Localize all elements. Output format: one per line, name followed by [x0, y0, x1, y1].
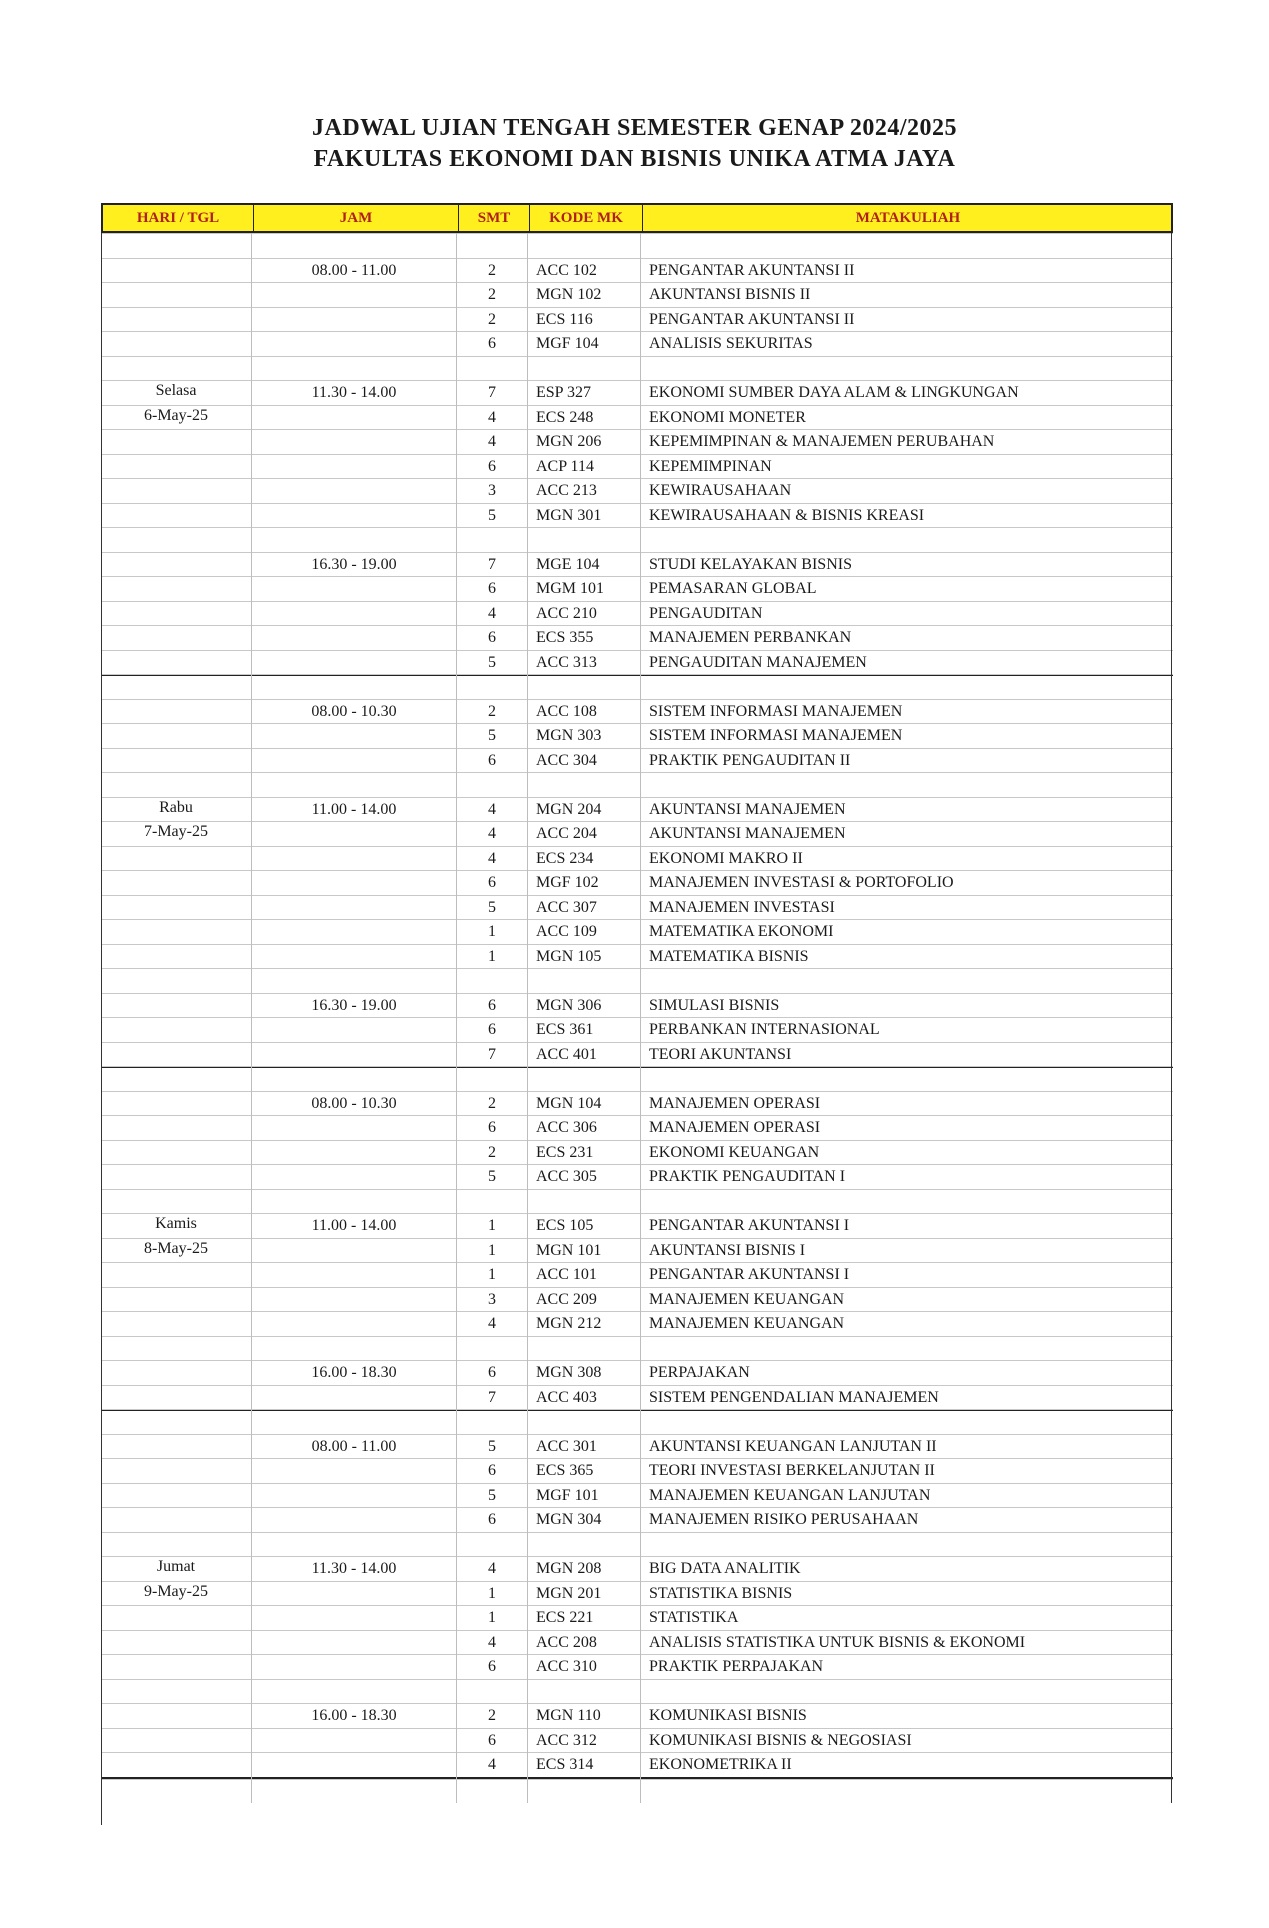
- exam-kode: MGN 212: [536, 1315, 602, 1332]
- exam-smt: 2: [488, 286, 496, 303]
- exam-smt: 4: [488, 825, 496, 842]
- exam-matakuliah: MANAJEMEN KEUANGAN: [649, 1290, 845, 1308]
- exam-matakuliah: TEORI INVESTASI BERKELANJUTAN II: [649, 1462, 935, 1479]
- exam-smt: 5: [488, 1168, 496, 1185]
- exam-kode: ECS 314: [536, 1756, 594, 1773]
- exam-smt: 5: [488, 506, 496, 524]
- exam-smt: 6: [488, 996, 496, 1014]
- exam-kode: ACC 312: [536, 1731, 597, 1749]
- col-hari-tgl: HARI / TGL: [136, 210, 220, 226]
- day-date: 9-May-25: [144, 1582, 208, 1600]
- exam-matakuliah: PENGAUDITAN: [649, 604, 763, 622]
- session-time: 08.00 - 11.00: [311, 261, 397, 279]
- exam-matakuliah: EKONOMI MAKRO II: [649, 849, 803, 867]
- exam-kode: MGM 101: [536, 580, 605, 597]
- exam-matakuliah: PRAKTIK PENGAUDITAN II: [649, 751, 851, 769]
- exam-matakuliah: PENGANTAR AKUNTANSI I: [649, 1217, 850, 1234]
- exam-matakuliah: EKONOMI SUMBER DAYA ALAM & LINGKUNGAN: [649, 384, 1019, 401]
- session-time: 08.00 - 10.30: [311, 1094, 397, 1112]
- exam-matakuliah: KOMUNIKASI BISNIS & NEGOSIASI: [649, 1731, 912, 1749]
- exam-kode: MGN 208: [536, 1560, 602, 1577]
- day-date: 6-May-25: [144, 406, 208, 424]
- exam-kode: ACC 209: [536, 1290, 597, 1308]
- exam-kode: ACC 307: [536, 898, 597, 916]
- exam-kode: ACC 403: [536, 1388, 597, 1406]
- exam-kode: ACC 310: [536, 1658, 597, 1675]
- exam-smt: 1: [488, 1266, 496, 1283]
- exam-matakuliah: EKONOMETRIKA II: [649, 1756, 792, 1773]
- exam-matakuliah: PERBANKAN INTERNASIONAL: [649, 1021, 880, 1038]
- exam-matakuliah: BIG DATA ANALITIK: [649, 1560, 801, 1577]
- exam-kode: MGN 204: [536, 800, 602, 818]
- exam-kode: MGN 104: [536, 1094, 602, 1112]
- exam-smt: 2: [488, 310, 496, 328]
- exam-kode: ACC 304: [536, 751, 597, 769]
- exam-smt: 1: [488, 1584, 496, 1602]
- session-time: 11.30 - 14.00: [311, 1560, 397, 1577]
- session-time: 16.00 - 18.30: [311, 1707, 397, 1724]
- exam-kode: MGN 105: [536, 947, 602, 965]
- exam-kode: MGN 201: [536, 1584, 602, 1602]
- exam-smt: 6: [488, 751, 496, 769]
- exam-matakuliah: EKONOMI KEUANGAN: [649, 1143, 820, 1161]
- session-time: 11.00 - 14.00: [311, 800, 397, 818]
- exam-kode: ACC 101: [536, 1266, 597, 1283]
- exam-kode: ECS 105: [536, 1217, 594, 1234]
- exam-smt: 6: [488, 1462, 496, 1479]
- exam-matakuliah: AKUNTANSI BISNIS II: [649, 286, 811, 303]
- day-date: 8-May-25: [144, 1239, 208, 1257]
- exam-kode: ACC 313: [536, 653, 597, 671]
- exam-smt: 4: [488, 849, 496, 867]
- exam-matakuliah: MANAJEMEN KEUANGAN LANJUTAN: [649, 1486, 931, 1504]
- exam-smt: 6: [488, 629, 496, 646]
- exam-matakuliah: ANALISIS STATISTIKA UNTUK BISNIS & EKONOMI: [649, 1633, 1026, 1651]
- exam-matakuliah: KEWIRAUSAHAAN & BISNIS KREASI: [649, 506, 925, 524]
- exam-kode: MGN 101: [536, 1241, 602, 1259]
- day-name: Selasa: [155, 382, 197, 399]
- exam-matakuliah: MATEMATIKA BISNIS: [649, 947, 809, 965]
- exam-kode: ACC 204: [536, 825, 597, 842]
- exam-smt: 2: [488, 1143, 496, 1161]
- exam-matakuliah: STATISTIKA: [649, 1609, 739, 1626]
- exam-matakuliah: AKUNTANSI MANAJEMEN: [649, 825, 846, 842]
- exam-matakuliah: PRAKTIK PERPAJAKAN: [649, 1658, 824, 1675]
- exam-matakuliah: STATISTIKA BISNIS: [649, 1584, 793, 1602]
- exam-matakuliah: PENGANTAR AKUNTANSI II: [649, 261, 855, 279]
- exam-kode: MGN 301: [536, 506, 602, 524]
- exam-matakuliah: MANAJEMEN PERBANKAN: [649, 629, 852, 646]
- exam-matakuliah: SISTEM INFORMASI MANAJEMEN: [649, 702, 903, 720]
- exam-matakuliah: SISTEM INFORMASI MANAJEMEN: [649, 727, 903, 744]
- exam-smt: 5: [488, 1437, 496, 1455]
- document-title: JADWAL UJIAN TENGAH SEMESTER GENAP 2024/2025: [312, 115, 957, 141]
- exam-smt: 2: [488, 1094, 496, 1112]
- exam-kode: MGN 306: [536, 996, 602, 1014]
- exam-kode: ACC 213: [536, 482, 597, 499]
- exam-kode: MGF 104: [536, 335, 599, 352]
- session-time: 08.00 - 10.30: [311, 702, 397, 720]
- exam-kode: ECS 116: [536, 310, 593, 328]
- exam-matakuliah: PRAKTIK PENGAUDITAN I: [649, 1168, 846, 1185]
- exam-smt: 6: [488, 874, 496, 891]
- exam-smt: 3: [488, 1290, 496, 1308]
- exam-smt: 1: [488, 1609, 496, 1626]
- exam-smt: 5: [488, 898, 496, 916]
- exam-kode: ECS 361: [536, 1021, 594, 1038]
- exam-matakuliah: AKUNTANSI MANAJEMEN: [649, 800, 846, 818]
- exam-kode: ACC 109: [536, 923, 597, 940]
- exam-matakuliah: PENGANTAR AKUNTANSI II: [649, 310, 855, 328]
- exam-smt: 5: [488, 727, 496, 744]
- exam-matakuliah: PEMASARAN GLOBAL: [649, 580, 817, 597]
- session-time: 16.30 - 19.00: [311, 555, 397, 573]
- exam-matakuliah: TEORI AKUNTANSI: [649, 1045, 792, 1063]
- exam-smt: 7: [488, 384, 496, 401]
- exam-matakuliah: PENGANTAR AKUNTANSI I: [649, 1266, 850, 1283]
- exam-smt: 4: [488, 800, 496, 818]
- exam-smt: 7: [488, 1045, 496, 1063]
- exam-matakuliah: MATEMATIKA EKONOMI: [649, 923, 834, 940]
- exam-smt: 3: [488, 482, 496, 499]
- exam-smt: 2: [488, 261, 496, 279]
- exam-smt: 5: [488, 1486, 496, 1504]
- exam-matakuliah: MANAJEMEN OPERASI: [649, 1094, 821, 1112]
- day-name: Rabu: [159, 798, 193, 816]
- exam-matakuliah: KEPEMIMPINAN: [649, 457, 772, 475]
- exam-kode: ACC 401: [536, 1045, 597, 1063]
- exam-kode: ECS 231: [536, 1143, 594, 1161]
- exam-smt: 2: [488, 1707, 496, 1724]
- exam-kode: ECS 355: [536, 629, 594, 646]
- exam-smt: 4: [488, 1756, 496, 1773]
- exam-kode: MGN 206: [536, 433, 602, 450]
- exam-matakuliah: EKONOMI MONETER: [649, 408, 806, 426]
- exam-kode: ECS 248: [536, 408, 594, 426]
- col-kode-mk: KODE MK: [549, 210, 623, 226]
- session-time: 11.00 - 14.00: [311, 1217, 397, 1234]
- exam-smt: 6: [488, 335, 496, 352]
- exam-matakuliah: MANAJEMEN INVESTASI & PORTOFOLIO: [649, 874, 954, 891]
- exam-smt: 4: [488, 604, 496, 622]
- col-smt: SMT: [477, 210, 511, 226]
- exam-smt: 6: [488, 1119, 496, 1136]
- exam-smt: 6: [488, 457, 496, 475]
- exam-kode: MGN 110: [536, 1707, 601, 1724]
- session-time: 16.00 - 18.30: [311, 1364, 397, 1381]
- exam-kode: ACC 108: [536, 702, 597, 720]
- exam-kode: MGF 101: [536, 1486, 599, 1504]
- day-name: Jumat: [156, 1558, 196, 1575]
- exam-smt: 6: [488, 1658, 496, 1675]
- session-time: 08.00 - 11.00: [311, 1437, 397, 1455]
- exam-smt: 2: [488, 702, 496, 720]
- exam-kode: MGN 102: [536, 286, 602, 303]
- exam-matakuliah: PERPAJAKAN: [649, 1364, 750, 1381]
- exam-smt: 4: [488, 408, 496, 426]
- day-name: Kamis: [155, 1215, 197, 1232]
- exam-smt: 6: [488, 1731, 496, 1749]
- session-time: 16.30 - 19.00: [311, 996, 397, 1014]
- exam-matakuliah: MANAJEMEN INVESTASI: [649, 898, 835, 916]
- exam-matakuliah: KOMUNIKASI BISNIS: [649, 1707, 807, 1724]
- exam-kode: ECS 234: [536, 849, 594, 867]
- exam-smt: 1: [488, 1241, 496, 1259]
- exam-kode: ACC 301: [536, 1437, 597, 1455]
- exam-smt: 5: [488, 653, 496, 671]
- exam-smt: 4: [488, 1633, 496, 1651]
- exam-kode: ACP 114: [536, 457, 594, 475]
- exam-smt: 6: [488, 1021, 496, 1038]
- exam-matakuliah: AKUNTANSI BISNIS I: [649, 1241, 806, 1259]
- exam-smt: 1: [488, 923, 496, 940]
- exam-matakuliah: SIMULASI BISNIS: [649, 996, 780, 1014]
- day-date: 7-May-25: [144, 823, 208, 840]
- session-time: 11.30 - 14.00: [311, 384, 397, 401]
- exam-smt: 6: [488, 1364, 496, 1381]
- exam-kode: MGE 104: [536, 555, 600, 573]
- exam-kode: ECS 221: [536, 1609, 594, 1626]
- exam-matakuliah: ANALISIS SEKURITAS: [649, 335, 813, 352]
- exam-matakuliah: AKUNTANSI KEUANGAN LANJUTAN II: [649, 1437, 937, 1455]
- exam-smt: 7: [488, 555, 496, 573]
- exam-smt: 1: [488, 1217, 496, 1234]
- exam-matakuliah: KEWIRAUSAHAAN: [649, 482, 792, 499]
- exam-smt: 6: [488, 580, 496, 597]
- exam-smt: 7: [488, 1388, 496, 1406]
- exam-matakuliah: STUDI KELAYAKAN BISNIS: [649, 555, 852, 573]
- exam-smt: 1: [488, 947, 496, 965]
- exam-smt: 4: [488, 1315, 496, 1332]
- col-jam: JAM: [339, 210, 373, 226]
- exam-kode: ESP 327: [536, 384, 591, 401]
- exam-kode: ACC 210: [536, 604, 597, 622]
- exam-kode: ACC 208: [536, 1633, 597, 1651]
- exam-matakuliah: PENGAUDITAN MANAJEMEN: [649, 653, 867, 671]
- col-matakuliah: MATAKULIAH: [855, 210, 961, 226]
- exam-matakuliah: MANAJEMEN OPERASI: [649, 1119, 821, 1136]
- exam-kode: MGN 308: [536, 1364, 602, 1381]
- exam-kode: ECS 365: [536, 1462, 594, 1479]
- table-header: [101, 203, 1173, 233]
- exam-matakuliah: MANAJEMEN KEUANGAN: [649, 1315, 845, 1332]
- exam-kode: ACC 305: [536, 1168, 597, 1185]
- exam-kode: MGF 102: [536, 874, 599, 891]
- exam-kode: MGN 303: [536, 727, 602, 744]
- exam-matakuliah: SISTEM PENGENDALIAN MANAJEMEN: [649, 1388, 939, 1406]
- exam-smt: 6: [488, 1511, 496, 1528]
- exam-matakuliah: KEPEMIMPINAN & MANAJEMEN PERUBAHAN: [649, 433, 995, 450]
- document-subtitle: FAKULTAS EKONOMI DAN BISNIS UNIKA ATMA JAYA: [313, 146, 956, 172]
- exam-kode: ACC 306: [536, 1119, 597, 1136]
- exam-kode: ACC 102: [536, 261, 597, 279]
- exam-smt: 4: [488, 1560, 496, 1577]
- exam-matakuliah: MANAJEMEN RISIKO PERUSAHAAN: [649, 1511, 919, 1528]
- exam-smt: 4: [488, 433, 496, 450]
- exam-kode: MGN 304: [536, 1511, 602, 1528]
